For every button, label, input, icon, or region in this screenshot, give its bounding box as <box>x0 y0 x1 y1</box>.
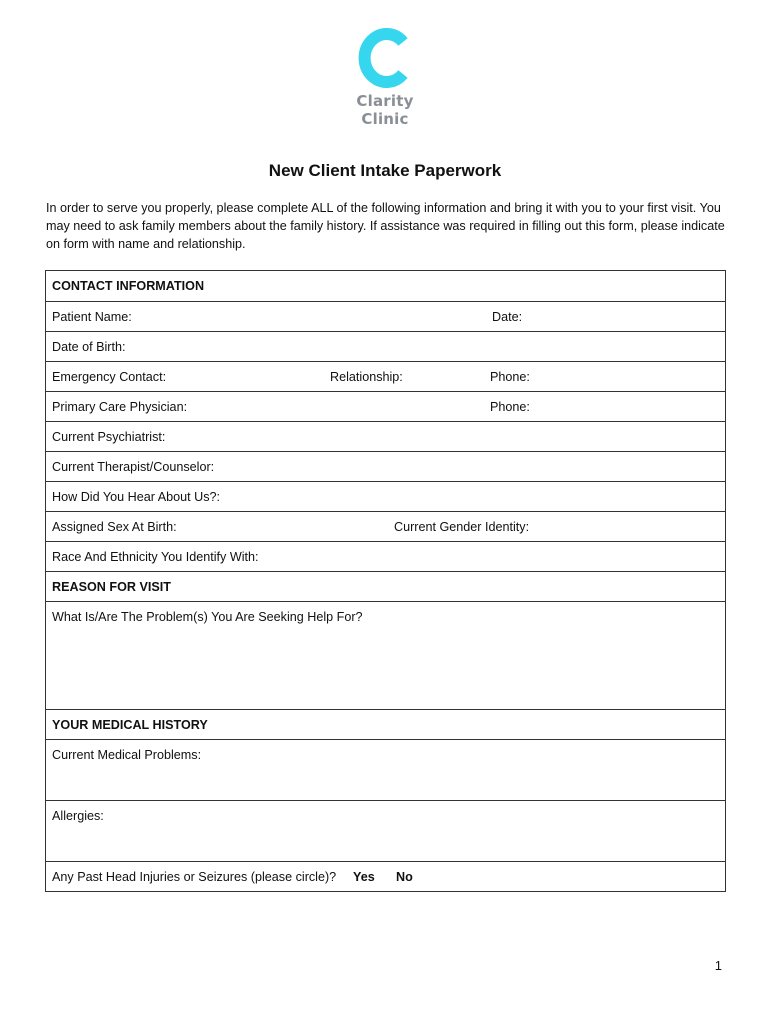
reason-section-header <box>46 571 725 601</box>
primary-care-phone-label: Phone: <box>490 400 530 414</box>
sex-at-birth-label: Assigned Sex At Birth: <box>52 520 177 534</box>
gender-identity-label: Current Gender Identity: <box>394 520 530 534</box>
clinic-name: Clarity Clinic <box>356 92 414 128</box>
emergency-phone-label: Phone: <box>490 370 530 384</box>
race-ethnicity-row[interactable] <box>46 541 725 571</box>
emergency-contact-label: Emergency Contact: <box>52 370 167 384</box>
contact-section-header <box>46 271 725 301</box>
patient-name-label: Patient Name: <box>52 310 132 324</box>
allergies-row[interactable] <box>46 800 725 861</box>
problems-row[interactable] <box>46 601 725 709</box>
page-number: 1 <box>714 958 722 973</box>
psychiatrist-row[interactable] <box>46 421 725 451</box>
medical-problems-label: Current Medical Problems: <box>52 748 202 762</box>
sex-gender-row[interactable] <box>46 511 725 541</box>
section-title: CONTACT INFORMATION <box>52 279 205 293</box>
date-label: Date: <box>492 310 523 324</box>
dob-row[interactable] <box>46 331 725 361</box>
intake-form <box>45 270 726 892</box>
therapist-label: Current Therapist/Counselor: <box>52 460 215 474</box>
medical-problems-row[interactable] <box>46 739 725 800</box>
patient-name-row[interactable] <box>46 301 725 331</box>
clinic-logo <box>335 28 435 128</box>
psychiatrist-label: Current Psychiatrist: <box>52 430 166 444</box>
race-ethnicity-label: Race And Ethnicity You Identify With: <box>52 550 259 564</box>
medical-section-header <box>46 709 725 739</box>
dob-label: Date of Birth: <box>52 340 126 354</box>
section-title: REASON FOR VISIT <box>52 580 171 594</box>
hear-about-label: How Did You Hear About Us?: <box>52 490 221 504</box>
clarity-c-logo-icon <box>357 28 413 88</box>
section-title: YOUR MEDICAL HISTORY <box>52 718 208 732</box>
therapist-row[interactable] <box>46 451 725 481</box>
no-option[interactable]: No <box>396 870 413 884</box>
problems-label: What Is/Are The Problem(s) You Are Seeking Help For? <box>52 610 363 624</box>
head-injuries-label: Any Past Head Injuries or Seizures (please circle)? <box>52 870 337 884</box>
head-injuries-row <box>46 861 725 891</box>
allergies-label: Allergies: <box>52 809 104 823</box>
yes-option[interactable]: Yes <box>353 870 375 884</box>
emergency-contact-row[interactable] <box>46 361 725 391</box>
intro-paragraph: In order to serve you properly, please complete ALL of the following information and bring it with you to your first visit. You may need to ask family members about the family history. If assistance was required in filling out this form, please indicate on form with name and relationship. <box>46 201 725 251</box>
document-title: New Client Intake Paperwork <box>268 161 502 180</box>
hear-about-row[interactable] <box>46 481 725 511</box>
primary-care-label: Primary Care Physician: <box>52 400 188 414</box>
primary-care-row[interactable] <box>46 391 725 421</box>
relationship-label: Relationship: <box>330 370 403 384</box>
